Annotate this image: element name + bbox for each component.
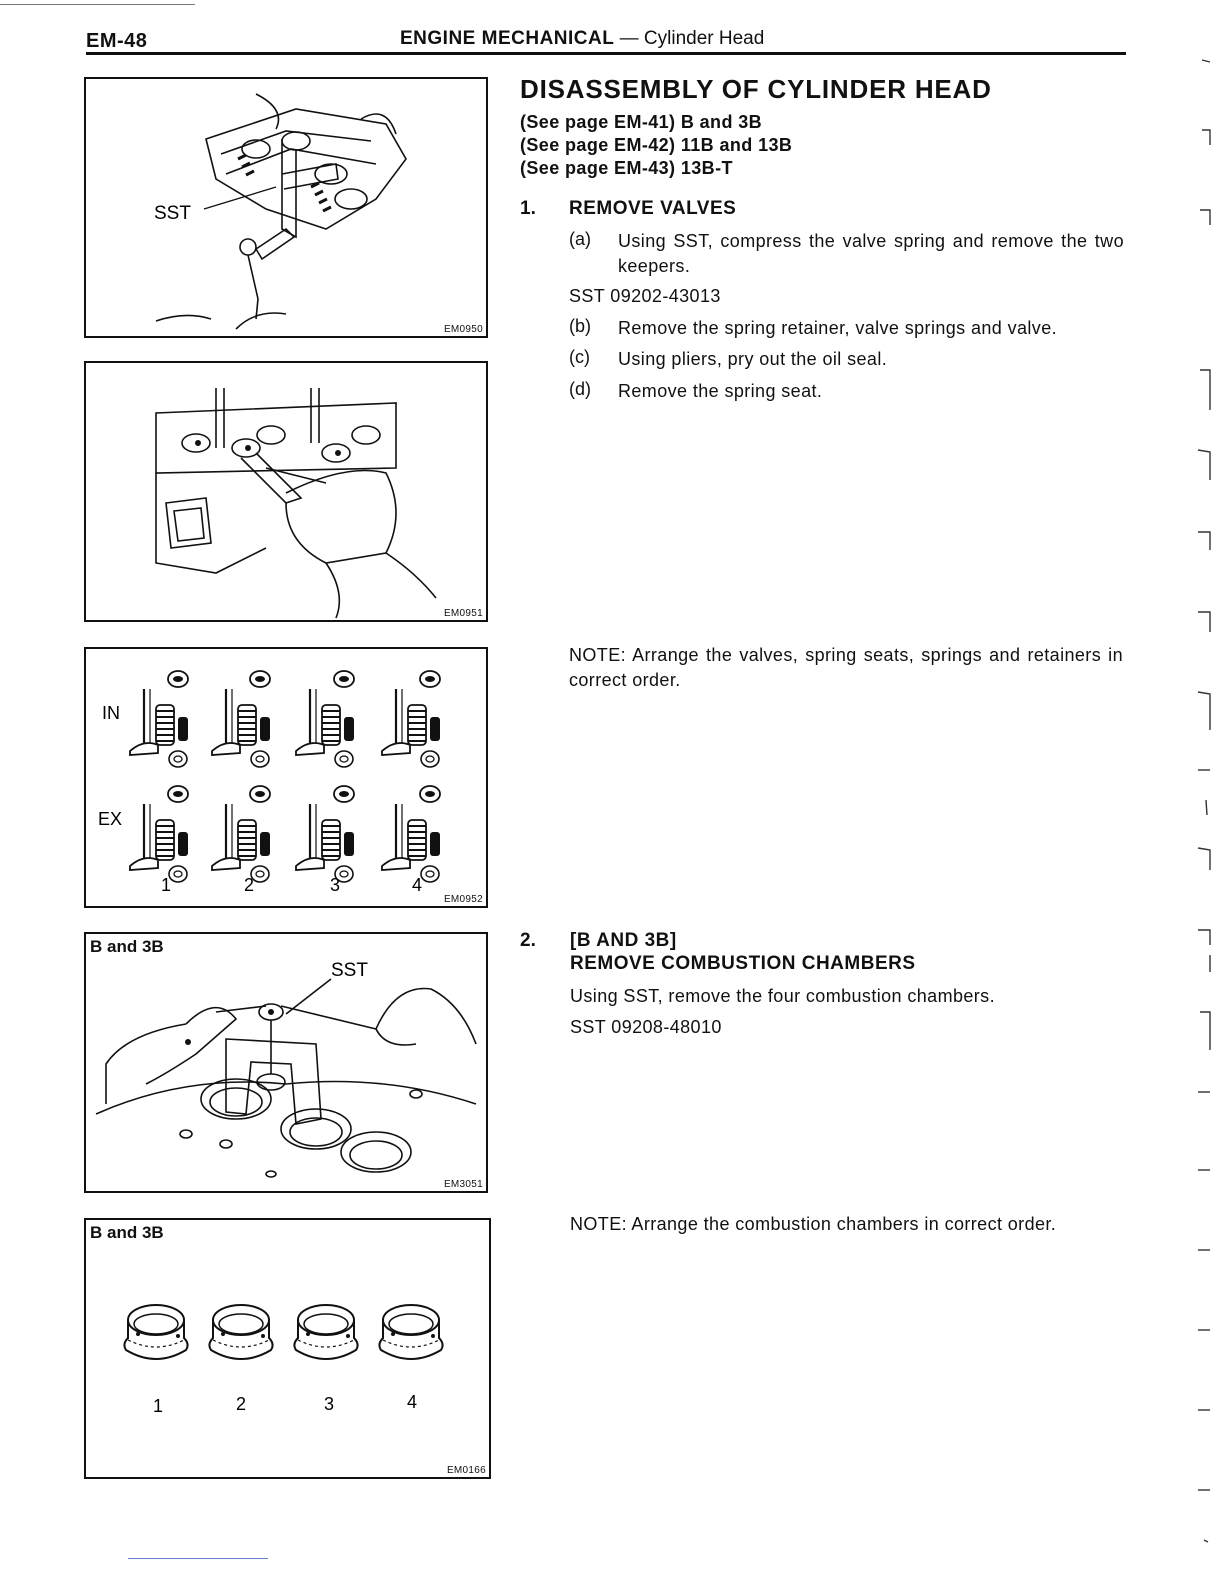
step-2-sst: SST 09208-48010 <box>570 1017 722 1037</box>
header-separator: — <box>619 28 639 49</box>
page-number: EM-48 <box>86 30 148 52</box>
row-label-in: IN <box>102 703 120 723</box>
sst-callout: SST <box>331 960 368 981</box>
step-1a-letter: (a) <box>569 229 591 249</box>
figure-label: B and 3B <box>90 937 164 956</box>
row-label-ex: EX <box>98 809 123 829</box>
step-1c-text: Using pliers, pry out the oil seal. <box>618 349 888 369</box>
valve-spring-compressor-illustration <box>86 79 486 336</box>
chamber-number-4: 4 <box>407 1392 418 1412</box>
step-1-number: 1. <box>520 198 536 219</box>
valve-number-1: 1 <box>161 875 172 895</box>
see-ref-3: (See page EM-43) 13B-T <box>520 158 733 178</box>
step-1c-letter: (c) <box>569 347 590 367</box>
step-2-text: Using SST, remove the four combustion chambers. <box>570 986 995 1006</box>
chamber-number-1: 1 <box>153 1396 164 1416</box>
valve-number-4: 4 <box>412 875 423 895</box>
binding-edge-marks <box>1174 40 1224 1560</box>
step-1-heading: REMOVE VALVES <box>569 198 737 219</box>
chamber-number-3: 3 <box>324 1394 335 1414</box>
see-ref-1: (See page EM-41) B and 3B <box>520 112 763 132</box>
step-2-heading: REMOVE COMBUSTION CHAMBERS <box>570 953 916 974</box>
see-ref-2: (See page EM-42) 11B and 13B <box>520 135 793 155</box>
step-1d-text: Remove the spring seat. <box>618 381 823 401</box>
figure-combustion-chamber-arrangement <box>84 1218 491 1479</box>
step-1b-letter: (b) <box>569 316 591 336</box>
step-2-note: NOTE: Arrange the combustion chambers in correct order. <box>570 1214 1057 1234</box>
valve-arrangement-illustration <box>86 649 486 906</box>
chamber-number-2: 2 <box>236 1394 247 1414</box>
running-header <box>400 28 764 50</box>
figure-code: EM3051 <box>443 1179 483 1190</box>
figure-code: EM0951 <box>443 608 483 619</box>
header-section: ENGINE MECHANICAL <box>400 28 615 49</box>
step-1b-text: Remove the spring retainer, valve springs and valve. <box>618 318 1058 338</box>
figure-code: EM0166 <box>446 1465 486 1476</box>
top-edge-rule <box>0 4 195 5</box>
figure-code: EM0950 <box>443 324 483 335</box>
figure-oil-seal-removal <box>84 361 488 622</box>
step-2-number: 2. <box>520 930 536 951</box>
step-1-note: NOTE: Arrange the valves, spring seats, springs and retainers in correct order. <box>569 645 1123 690</box>
figure-combustion-chamber-removal <box>84 932 488 1193</box>
valve-number-2: 2 <box>244 875 255 895</box>
page-title: DISASSEMBLY OF CYLINDER HEAD <box>520 74 992 104</box>
figure-label: B and 3B <box>90 1223 164 1242</box>
valve-number-3: 3 <box>330 875 341 895</box>
combustion-chamber-arrangement-illustration <box>86 1220 489 1477</box>
step-1a-text: Using SST, compress the valve spring and remove the two keepers. <box>618 231 1124 276</box>
step-1-sst: SST 09202-43013 <box>569 286 721 306</box>
bottom-edge-rule <box>128 1558 268 1559</box>
header-subsection: Cylinder Head <box>643 28 765 49</box>
figure-valve-arrangement <box>84 647 488 908</box>
sst-callout: SST <box>154 203 191 224</box>
step-2-heading-model: [B AND 3B] <box>570 930 677 951</box>
header-rule <box>86 52 1126 55</box>
combustion-chamber-removal-illustration <box>86 934 486 1191</box>
step-1d-letter: (d) <box>569 379 591 399</box>
figure-code: EM0952 <box>443 894 483 905</box>
oil-seal-removal-illustration <box>86 363 486 620</box>
figure-valve-spring-compressor <box>84 77 488 338</box>
